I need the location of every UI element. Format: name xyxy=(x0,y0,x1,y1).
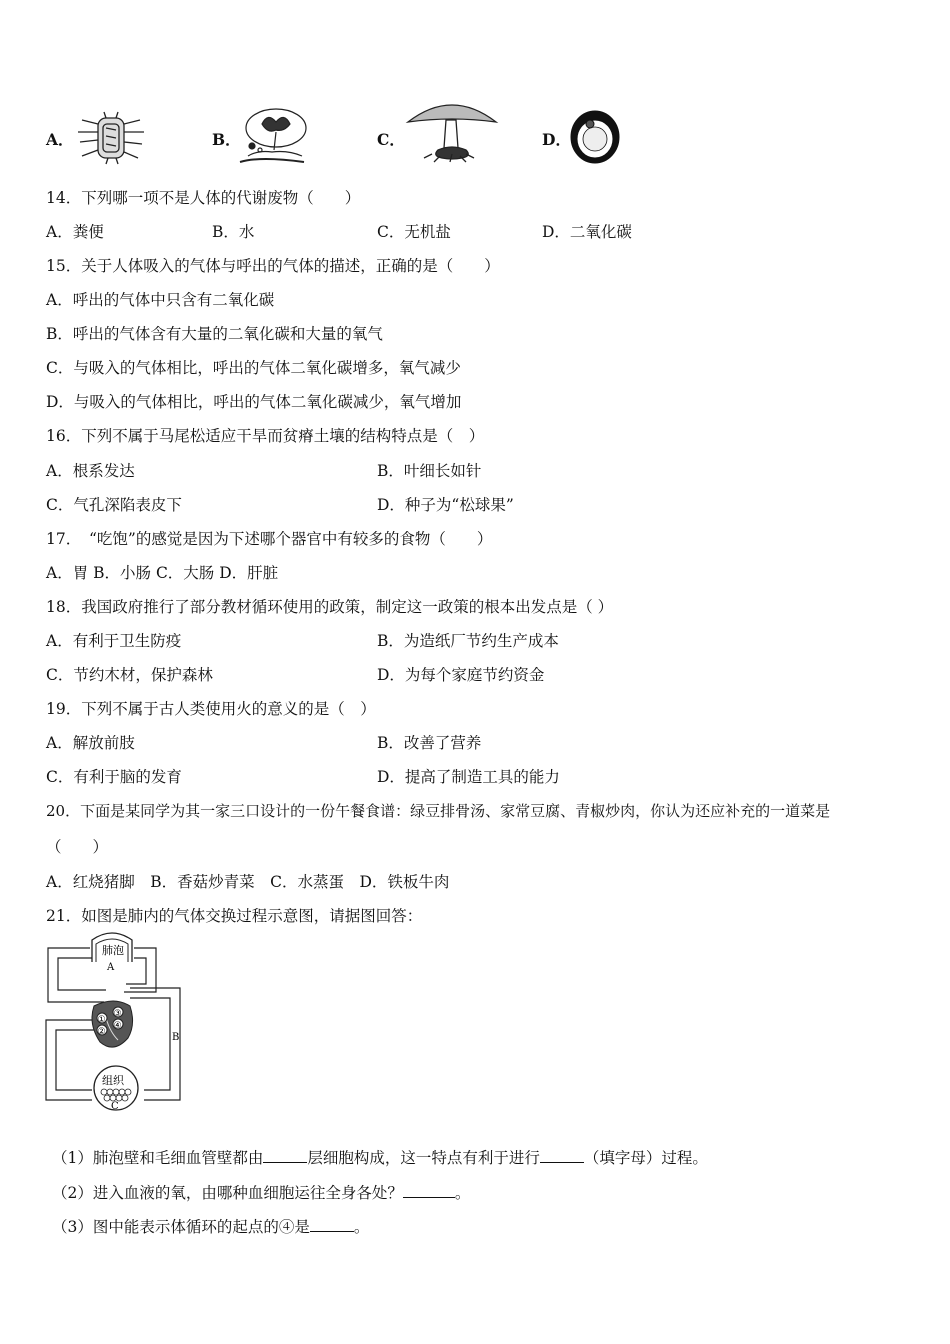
tissue-label: 组织 xyxy=(102,1074,124,1087)
q21-sub3-part2: 。 xyxy=(353,1218,370,1236)
q18-option-d[interactable]: D．为每个家庭节约资金 xyxy=(377,666,545,684)
heart-chamber-2: ② xyxy=(97,1027,106,1037)
q21-sub1-part1: （1）肺泡壁和毛细血管壁都由 xyxy=(52,1149,264,1167)
q13-option-b-label: B． xyxy=(212,130,241,149)
q18-option-c[interactable]: C．节约木材，保护森林 xyxy=(46,666,213,684)
q21-stem: 21．如图是肺内的气体交换过程示意图，请据图回答： xyxy=(46,907,423,925)
q14-option-a[interactable]: A．粪便 xyxy=(46,223,104,241)
q17-options[interactable]: A．胃 B．小肠 C．大肠 D．肝脏 xyxy=(46,564,279,582)
q21-sub3-part1: （3）图中能表示体循环的起点的④是 xyxy=(52,1218,310,1236)
q19-option-b[interactable]: B．改善了营养 xyxy=(377,734,482,752)
label-a: A xyxy=(107,962,115,973)
q16-option-d[interactable]: D．种子为“松球果” xyxy=(377,496,514,514)
heart-chamber-3: ③ xyxy=(113,1009,122,1019)
q16-option-c[interactable]: C．气孔深陷表皮下 xyxy=(46,496,182,514)
q21-sub3 xyxy=(52,1215,369,1237)
q13-options xyxy=(46,128,666,168)
q20-stem: 20．下面是某同学为其一家三口设计的一份午餐食谱：绿豆排骨汤、家常豆腐、青椒炒肉，你认为还应补充的一道菜是 xyxy=(46,802,831,820)
q21-sub1-part2: 层细胞构成，这一特点有利于进行 xyxy=(307,1149,540,1167)
q14-option-c[interactable]: C．无机盐 xyxy=(377,223,451,241)
q15-option-d[interactable]: D．与吸入的气体相比，呼出的气体二氧化碳减少，氧气增加 xyxy=(46,393,462,411)
q21-sub2-blank[interactable] xyxy=(403,1183,455,1198)
q16-stem: 16．下列不属于马尾松适应干旱而贫瘠土壤的结构特点是（ ） xyxy=(46,427,485,445)
q18-option-a[interactable]: A．有利于卫生防疫 xyxy=(46,632,182,650)
q13-option-d-label: D． xyxy=(542,130,571,149)
q18-stem: 18．我国政府推行了部分教材循环使用的政策，制定这一政策的根本出发点是（ ） xyxy=(46,598,614,616)
q16-option-a[interactable]: A．根系发达 xyxy=(46,462,135,480)
q15-option-a[interactable]: A．呼出的气体中只含有二氧化碳 xyxy=(46,291,275,309)
q21-sub1-blank1[interactable] xyxy=(263,1148,307,1163)
q21-sub2-part1: （2）进入血液的氧，由哪种血细胞运往全身各处？ xyxy=(52,1184,403,1202)
q14-option-b[interactable]: B．水 xyxy=(212,223,255,241)
q20-options[interactable]: A．红烧猪脚 B．香菇炒青菜 C．水蒸蛋 D．铁板牛肉 xyxy=(46,873,450,891)
mold-fungus-icon xyxy=(234,106,314,168)
label-b: B xyxy=(172,1032,180,1043)
cell-with-flagella-icon xyxy=(68,110,158,166)
q21-sub1-blank2[interactable] xyxy=(540,1148,584,1163)
q15-option-b[interactable]: B．呼出的气体含有大量的二氧化碳和大量的氧气 xyxy=(46,325,383,343)
q13-option-a-label: A． xyxy=(46,130,74,149)
alveolus-label: 肺泡 xyxy=(102,944,124,957)
q20-paren: （ ） xyxy=(46,838,109,856)
q14-option-d[interactable]: D．二氧化碳 xyxy=(542,223,632,241)
q21-sub2 xyxy=(52,1181,470,1203)
label-c: C xyxy=(111,1101,119,1112)
q21-sub1 xyxy=(52,1146,708,1168)
q19-option-a[interactable]: A．解放前肢 xyxy=(46,734,135,752)
q15-stem: 15．关于人体吸入的气体与呼出的气体的描述，正确的是（ ） xyxy=(46,257,500,275)
q21-sub2-part2: 。 xyxy=(454,1184,471,1202)
q14-stem: 14．下列哪一项不是人体的代谢废物（ ） xyxy=(46,189,361,207)
q18-option-b[interactable]: B．为造纸厂节约生产成本 xyxy=(377,632,559,650)
q21-sub1-part3: （填字母）过程。 xyxy=(583,1149,708,1167)
heart-chamber-1: ① xyxy=(97,1015,106,1025)
q17-stem: 17． “吃饱”的感觉是因为下述哪个器官中有较多的食物（ ） xyxy=(46,530,493,548)
q19-stem: 19．下列不属于古人类使用火的意义的是（ ） xyxy=(46,700,376,718)
q16-option-b[interactable]: B．叶细长如针 xyxy=(377,462,482,480)
yeast-cell-icon xyxy=(566,108,624,166)
q19-option-d[interactable]: D．提高了制造工具的能力 xyxy=(377,768,560,786)
q21-sub3-blank[interactable] xyxy=(310,1217,354,1232)
q15-option-c[interactable]: C．与吸入的气体相比，呼出的气体二氧化碳增多，氧气减少 xyxy=(46,359,461,377)
q19-option-c[interactable]: C．有利于脑的发育 xyxy=(46,768,182,786)
q13-option-c-label: C． xyxy=(377,130,405,149)
heart-chamber-4: ④ xyxy=(113,1021,122,1031)
mushroom-icon xyxy=(404,98,500,164)
lung-gas-exchange-diagram xyxy=(44,932,184,1112)
